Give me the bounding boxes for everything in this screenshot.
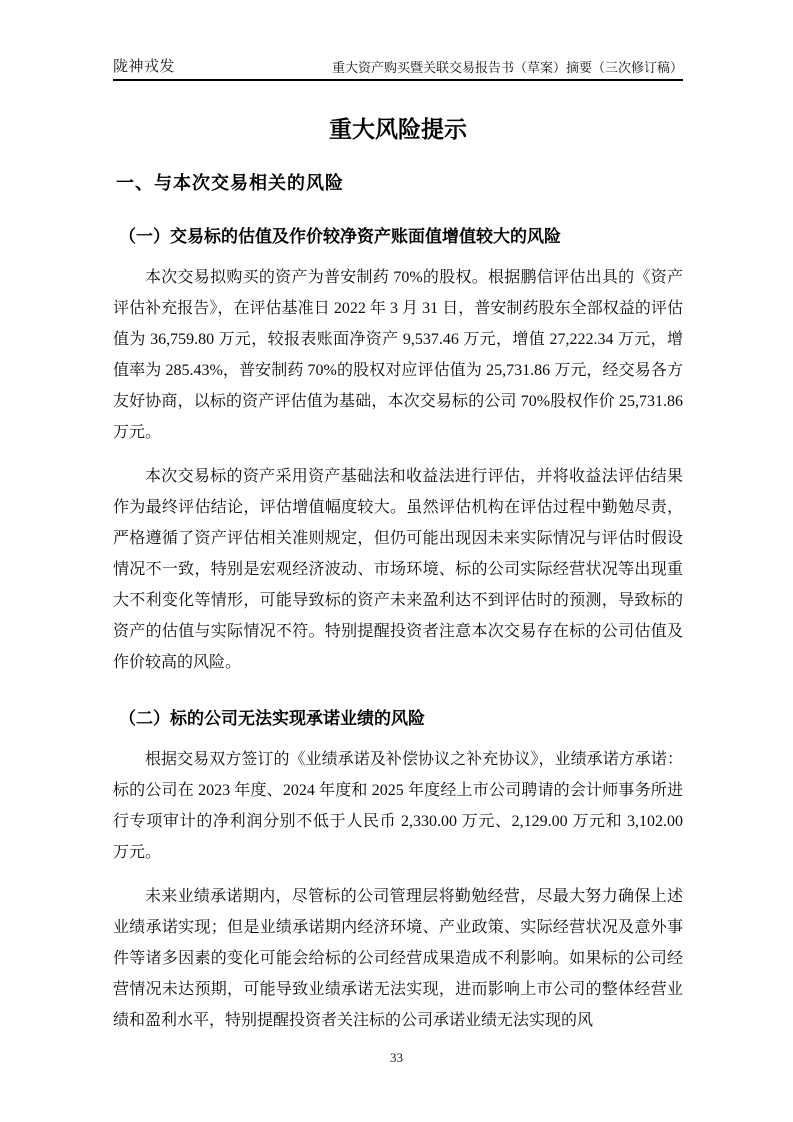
header-report-title: 重大资产购买暨关联交易报告书（草案）摘要（三次修订稿）: [331, 60, 683, 75]
subsection-1-paragraph-1: 本次交易拟购买的资产为普安制药 70%的股权。根据鹏信评估出具的《资产评估补充报告》，在评估基准日 2022 年 3 月 31 日，普安制药股东全部权益的评估值为 36,759.80 万元，较报表账面净资产 9,537.46 万元，增值 27,222.34 万元，增值率为 285.43%，普安制药 70%的股权对应评估值为 25,731.86 万元，经交易各方友好协商，以标的资产评估值为基础，本次交易标的公司 70%股权作价 25,731.86 万元。: [113, 269, 683, 441]
subsection-1-heading: （一）交易标的估值及作价较净资产账面值增值较大的风险: [119, 227, 561, 246]
page-number: 33: [390, 1050, 403, 1065]
subsection-2-paragraph-1: 根据交易双方签订的《业绩承诺及补偿协议之补充协议》，业绩承诺方承诺：标的公司在 2023 年度、2024 年度和 2025 年度经上市公司聘请的会计师事务所进行专项审计的净利润分别不低于人民币 2,330.00 万元、2,129.00 万元和 3,102.00 万元。: [113, 751, 683, 861]
section-1-heading: 一、与本次交易相关的风险: [116, 173, 344, 193]
page-header: [113, 55, 683, 81]
subsection-2-paragraph-2: 未来业绩承诺期内，尽管标的公司管理层将勤勉经营，尽最大努力确保上述业绩承诺实现；但是业绩承诺期内经济环境、产业政策、实际经营状况及意外事件等诸多因素的变化可能会给标的公司经营成果造成不利影响。如果标的公司经营情况未达预期，可能导致业绩承诺无法实现，进而影响上市公司的整体经营业绩和盈利水平，特别提醒投资者关注标的公司承诺业绩无法实现的风: [113, 888, 683, 1029]
page-title: 重大风险提示: [329, 116, 467, 142]
page-footer: [0, 1050, 793, 1066]
subsection-2-heading: （二）标的公司无法实现承诺业绩的风险: [119, 709, 425, 728]
header-company-name: 陇神戎发: [113, 59, 176, 75]
subsection-1-paragraph-2: 本次交易标的资产采用资产基础法和收益法进行评估，并将收益法评估结果作为最终评估结论，评估增值幅度较大。虽然评估机构在评估过程中勤勉尽责，严格遵循了资产评估相关准则规定，但仍可能出现因未来实际情况与评估时假设情况不一致，特别是宏观经济波动、市场环境、标的公司实际经营状况等出现重大不利变化等情形，可能导致标的资产未来盈利达不到评估时的预测，导致标的资产的估值与实际情况不符。特别提醒投资者注意本次交易存在标的公司估值及作价较高的风险。: [113, 468, 683, 671]
